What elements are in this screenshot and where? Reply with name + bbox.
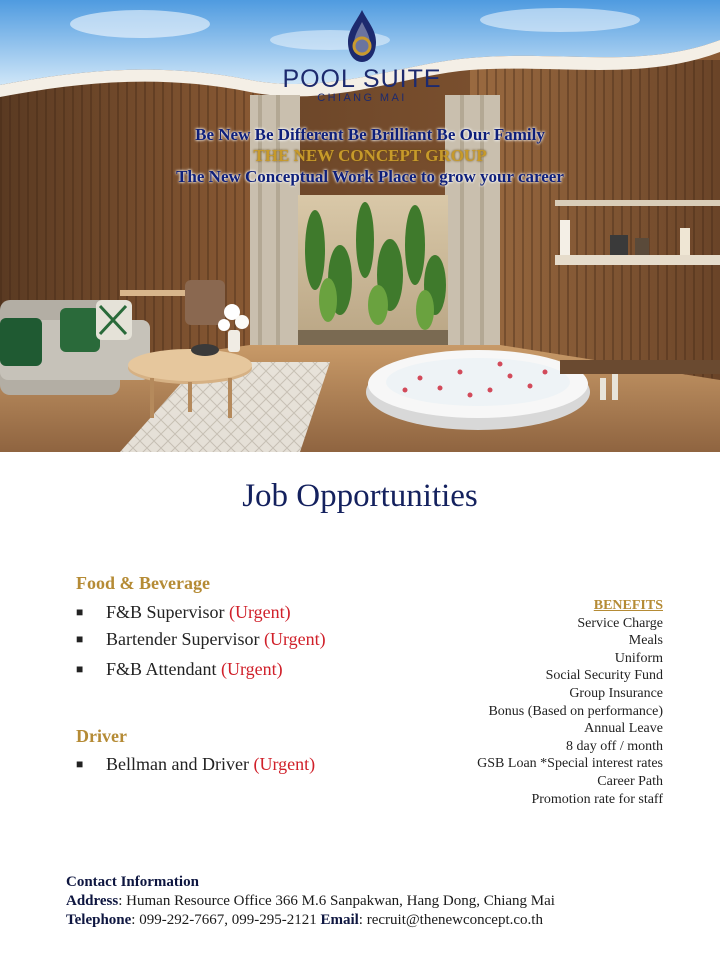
section-food-beverage: Food & Beverage xyxy=(76,573,210,593)
urgent-tag: (Urgent) xyxy=(229,602,291,622)
benefit-item: Group Insurance xyxy=(569,685,663,701)
job-title: Bellman and Driver xyxy=(106,754,254,774)
tagline-1: Be New Be Different Be Brilliant Be Our Family xyxy=(195,125,545,144)
page-title: Job Opportunities xyxy=(242,478,478,514)
job-item xyxy=(76,753,315,775)
square-bullet-icon: ■ xyxy=(76,662,84,676)
address-value: : Human Resource Office 366 M.6 Sanpakwan, Hang Dong, Chiang Mai xyxy=(118,893,555,909)
job-item xyxy=(76,628,326,650)
benefit-item: 8 day off / month xyxy=(566,738,663,754)
job-item xyxy=(76,601,291,623)
benefit-item: GSB Loan *Special interest rates xyxy=(477,756,663,772)
benefit-item: Promotion rate for staff xyxy=(531,791,663,807)
tagline-company: THE NEW CONCEPT GROUP xyxy=(253,146,487,165)
email-value[interactable]: : recruit@thenewconcept.co.th xyxy=(358,912,543,928)
urgent-tag: (Urgent) xyxy=(221,659,283,679)
email-label: Email xyxy=(320,912,359,928)
hero-banner xyxy=(0,0,720,452)
benefits-list xyxy=(477,597,663,808)
job-title: F&B Supervisor xyxy=(106,602,230,622)
contact-info xyxy=(66,873,555,930)
section-driver: Driver xyxy=(76,726,127,746)
urgent-tag: (Urgent) xyxy=(253,754,316,774)
benefit-item: Bonus (Based on performance) xyxy=(488,703,663,719)
address-label: Address xyxy=(66,893,119,909)
benefit-item: Meals xyxy=(628,633,663,649)
square-bullet-icon: ■ xyxy=(76,632,84,646)
contact-heading: Contact Information xyxy=(66,874,199,890)
brand-location: CHIANG MAI xyxy=(317,92,407,104)
job-title: F&B Attendant xyxy=(106,659,222,679)
square-bullet-icon: ■ xyxy=(76,757,84,771)
tagline-block xyxy=(80,124,660,187)
benefit-item: Social Security Fund xyxy=(545,668,663,684)
square-bullet-icon: ■ xyxy=(76,605,84,619)
tagline-2: The New Conceptual Work Place to grow your career xyxy=(176,167,564,186)
benefit-item: Uniform xyxy=(614,650,663,666)
benefits-title: BENEFITS xyxy=(593,598,663,613)
telephone-value: : 099-292-7667, 099-295-2121 xyxy=(131,912,321,928)
job-title: Bartender Supervisor xyxy=(106,629,264,649)
telephone-label: Telephone xyxy=(66,912,132,928)
drop-logo-icon xyxy=(342,8,382,64)
brand-name: POOL SUITE xyxy=(282,65,442,93)
job-item xyxy=(76,658,283,680)
urgent-tag: (Urgent) xyxy=(263,629,326,649)
benefit-item: Service Charge xyxy=(577,615,663,631)
benefit-item: Career Path xyxy=(597,773,663,789)
brand-logo xyxy=(262,8,462,105)
benefit-item: Annual Leave xyxy=(584,721,663,737)
